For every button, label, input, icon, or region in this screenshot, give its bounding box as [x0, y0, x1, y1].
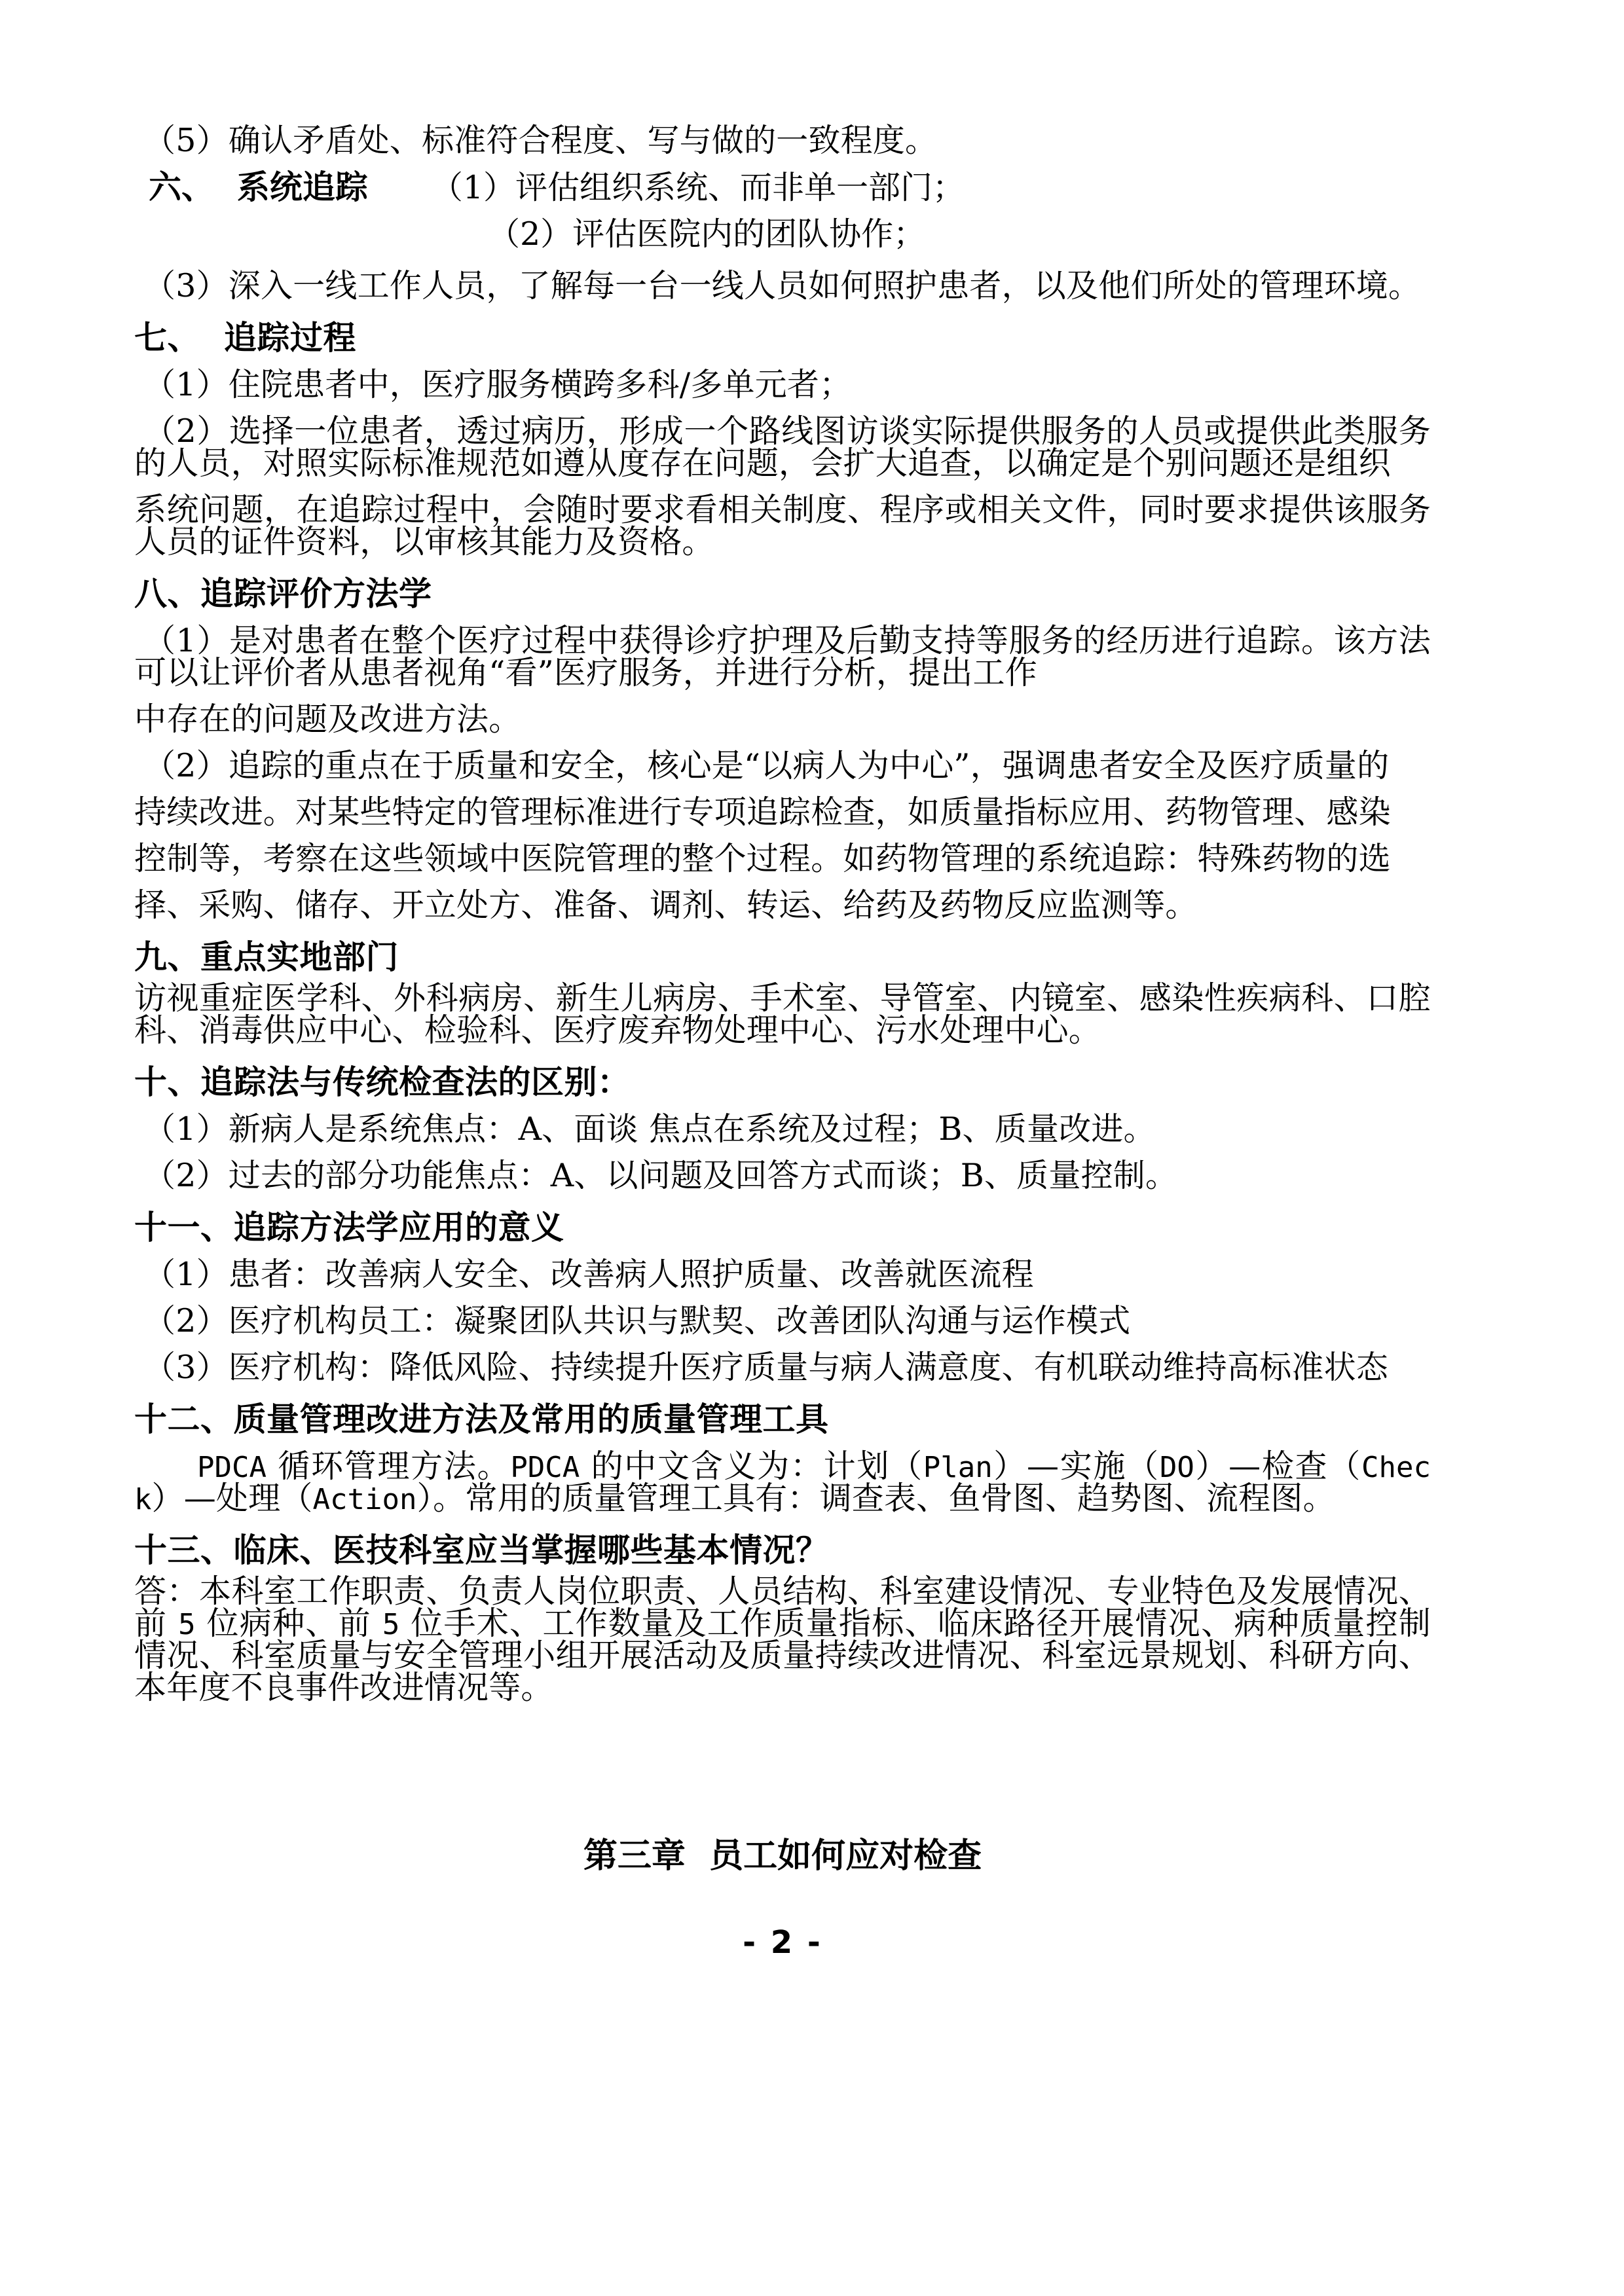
section-13-answer: [134, 1575, 1431, 1704]
section-10-heading: 十、追踪法与传统检查法的区别：: [134, 1063, 631, 1101]
pdca-action-label: Action: [312, 1483, 417, 1516]
section-11-paragraph-3: （3）医疗机构：降低风险、持续提升医疗质量与病人满意度、有机联动维持高标准状态: [143, 1349, 1388, 1386]
answer-text-3: 位手术、工作数量及工作质量指标、临床路径开展情况、病种质量控制情况、科室质量与安全管理小组开展活动及质量持续改进情况、科室远景规划、科研方向、本年度不良事件改进情况等。: [134, 1605, 1431, 1706]
section-12-paragraph-1: [134, 1448, 1431, 1517]
pdca-acronym-1: PDCA: [197, 1451, 267, 1484]
section-6-sub-1: （1）评估组织系统、而非单一部门；: [430, 169, 965, 206]
section-10-paragraph-2: （2）过去的部分功能焦点：A、以问题及回答方式而谈；B、质量控制。: [143, 1157, 1178, 1194]
spacer: [134, 1704, 1431, 1828]
section-7-paragraph-1: （1）住院患者中，医疗服务横跨多科/多单元者；: [143, 366, 852, 403]
section-12-heading: 十二、质量管理改进方法及常用的质量管理工具: [134, 1400, 829, 1438]
paragraph-item-5: （5）确认矛盾处、标准符合程度、写与做的一致程度。: [143, 122, 938, 159]
section-11-heading: 十一、追踪方法学应用的意义: [134, 1209, 564, 1247]
pdca-text-1: 循环管理方法。: [266, 1448, 511, 1485]
section-8-paragraph-6: 择、采购、储存、开立处方、准备、调剂、转运、给药及药物反应监测等。: [134, 886, 1198, 924]
pdca-acronym-2: PDCA: [510, 1451, 580, 1484]
pdca-text-2: 的中文含义为：计划（: [580, 1448, 923, 1485]
section-9-heading: 九、重点实地部门: [134, 938, 399, 976]
answer-number-2: 5: [382, 1608, 400, 1641]
section-7-heading: 七、 追踪过程: [134, 319, 356, 357]
pdca-text-4: ）—检查（: [1194, 1448, 1361, 1485]
section-6-heading: 六、 系统追踪: [149, 168, 368, 206]
section-8-paragraph-4: 持续改进。对某些特定的管理标准进行专项追踪检查，如质量指标应用、药物管理、感染: [134, 793, 1391, 831]
spacer: [134, 1877, 1431, 1924]
pdca-text-3: ）—实施（: [992, 1448, 1160, 1485]
section-9-paragraph-1: 访视重症医学科、外科病房、新生儿病房、手术室、导管室、内镜室、感染性疾病科、口腔科、消毒供应中心、检验科、医疗废弃物处理中心、污水处理中心。: [134, 979, 1431, 1049]
section-7-paragraph-2: （2）选择一位患者，透过病历，形成一个路线图访谈实际提供服务的人员或提供此类服务的人员，对照实际标准规范如遵从度存在问题，会扩大追查，以确定是个别问题还是组织: [134, 412, 1431, 482]
section-6-sub-3: （3）深入一线工作人员，了解每一台一线人员如何照护患者，以及他们所处的管理环境。: [143, 267, 1421, 304]
section-8-paragraph-5: 控制等，考察在这些领域中医院管理的整个过程。如药物管理的系统追踪：特殊药物的选: [134, 840, 1391, 877]
section-6-sub-2: （2）评估医院内的团队协作；: [488, 215, 926, 253]
section-8-paragraph-3: （2）追踪的重点在于质量和安全，核心是“以病人为中心”，强调患者安全及医疗质量的: [143, 747, 1390, 784]
page-number: - 2 -: [743, 1924, 822, 1961]
document-body: [134, 124, 1431, 1961]
answer-text-1: 答：本科室工作职责、负责人岗位职责、人员结构、科室建设情况、专业特色及发展情况、前: [134, 1573, 1431, 1642]
section-11-paragraph-1: （1）患者：改善病人安全、改善病人照护质量、改善就医流程: [143, 1256, 1034, 1293]
section-8-heading: 八、追踪评价方法学: [134, 575, 432, 613]
answer-number-1: 5: [178, 1608, 196, 1641]
section-6-heading-row: [134, 168, 1431, 206]
pdca-text-6: ）。常用的质量管理工具有：调查表、鱼骨图、趋势图、流程图。: [416, 1480, 1335, 1517]
chapter-title: 第三章 员工如何应对检查: [583, 1836, 982, 1876]
pdca-check-label: Check: [134, 1451, 1431, 1516]
section-8-paragraph-1: （1）是对患者在整个医疗过程中获得诊疗护理及后勤支持等服务的经历进行追踪。该方法可以让评价者从患者视角“看”医疗服务，并进行分析，提出工作: [134, 622, 1431, 691]
section-10-paragraph-1: （1）新病人是系统焦点：A、面谈 焦点在系统及过程；B、质量改进。: [143, 1110, 1156, 1148]
pdca-do-label: DO: [1159, 1451, 1194, 1484]
section-8-paragraph-2: 中存在的问题及改进方法。: [134, 701, 521, 738]
answer-text-2: 位病种、前: [195, 1605, 382, 1642]
pdca-text-5: ）—处理（: [151, 1480, 313, 1517]
section-13-heading: 十三、临床、医技科室应当掌握哪些基本情况？: [134, 1531, 829, 1569]
section-7-paragraph-3: 系统问题，在追踪过程中，会随时要求看相关制度、程序或相关文件，同时要求提供该服务人员的证件资料，以审核其能力及资格。: [134, 491, 1431, 560]
pdca-plan-label: Plan: [923, 1451, 993, 1484]
section-11-paragraph-2: （2）医疗机构员工：凝聚团队共识与默契、改善团队沟通与运作模式: [143, 1302, 1131, 1339]
